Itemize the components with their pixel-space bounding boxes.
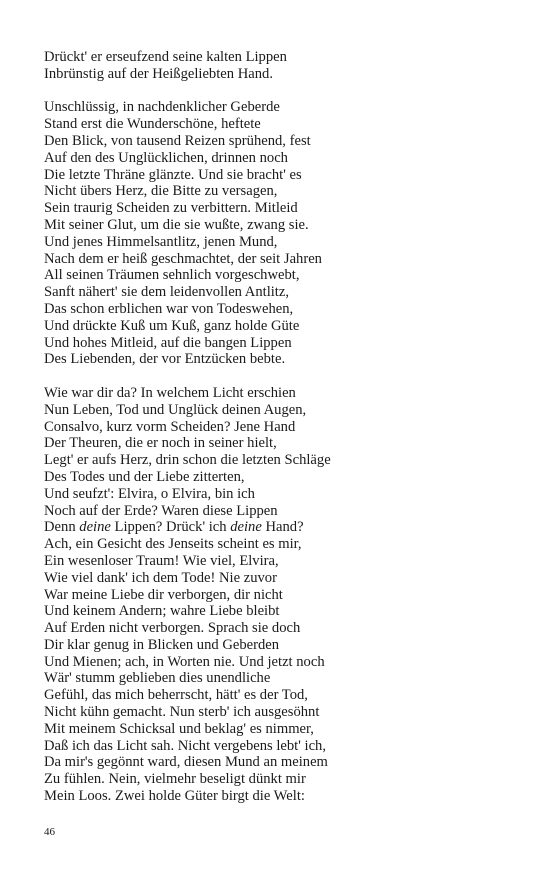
poem-line: Dir klar genug in Blicken und Geberden: [44, 636, 280, 653]
poem-line: Nach dem er heiß geschmachtet, der seit Jahren: [44, 250, 322, 267]
poem-line: Auf Erden nicht verborgen. Sprach sie doch: [44, 620, 301, 637]
poem-line: [44, 519, 514, 536]
poem-line: Ein wesenloser Traum! Wie viel, Elvira,: [44, 552, 279, 569]
poem-line: Sanft nähert' sie dem leidenvollen Antlitz,: [44, 284, 289, 301]
poem-line: Drückt' er erseufzend seine kalten Lippen: [44, 49, 287, 65]
poem-line: Wär' stumm geblieben dies unendliche: [44, 670, 271, 687]
poem-line: Den Blick, von tausend Reizen sprühend, fest: [44, 132, 311, 149]
poem-line: All seinen Träumen sehnlich vorgeschwebt,: [44, 267, 300, 284]
poem-text: [44, 49, 514, 805]
stanza: [44, 99, 514, 368]
poem-line: Und seufzt': Elvira, o Elvira, bin ich: [44, 485, 255, 502]
line-segment: Lippen? Drück' ich: [110, 519, 231, 536]
poem-line: Nicht kühn gemacht. Nun sterb' ich ausgesöhnt: [44, 704, 320, 721]
italic-word: deine: [79, 519, 111, 536]
poem-line: Wie war dir da? In welchem Licht erschien: [44, 384, 296, 401]
poem-line: Das schon erblichen war von Todeswehen,: [44, 300, 294, 317]
poem-line: Daß ich das Licht sah. Nicht vergebens lebt' ich,: [44, 737, 326, 754]
stanza: [44, 385, 514, 805]
poem-line: Zu fühlen. Nein, vielmehr beseligt dünkt mir: [44, 771, 306, 788]
poem-line: Wie viel dank' ich dem Tode! Nie zuvor: [44, 569, 277, 586]
poem-line: Noch auf der Erde? Waren diese Lippen: [44, 502, 278, 519]
poem-line: Und hohes Mitleid, auf die bangen Lippen: [44, 334, 292, 351]
stanza: [44, 49, 514, 83]
poem-line: Inbrünstig auf der Heißgeliebten Hand.: [44, 65, 273, 82]
poem-line: Mit seiner Glut, um die sie wußte, zwang sie.: [44, 216, 309, 233]
poem-line: Consalvo, kurz vorm Scheiden? Jene Hand: [44, 418, 296, 435]
poem-line: Die letzte Thräne glänzte. Und sie bracht' es: [44, 166, 302, 183]
line-segment: Denn: [44, 519, 80, 536]
page-number: 46: [44, 826, 55, 838]
poem-line: Des Liebenden, der vor Entzücken bebte.: [44, 351, 286, 368]
poem-line: Sein traurig Scheiden zu verbittern. Mitleid: [44, 200, 298, 217]
poem-line: Da mir's gegönnt ward, diesen Mund an meinem: [44, 754, 328, 771]
poem-line: Und Mienen; ach, in Worten nie. Und jetzt noch: [44, 653, 325, 670]
poem-line: Ach, ein Gesicht des Jenseits scheint es mir,: [44, 536, 302, 553]
poem-line: Des Todes und der Liebe zitterten,: [44, 468, 245, 485]
poem-line: Und jenes Himmelsantlitz, jenen Mund,: [44, 233, 278, 250]
poem-line: Auf den des Unglücklichen, drinnen noch: [44, 149, 288, 166]
poem-line: Nicht übers Herz, die Bitte zu versagen,: [44, 183, 278, 200]
poem-line: Der Theuren, die er noch in seiner hielt,: [44, 435, 277, 452]
poem-line: Nun Leben, Tod und Unglück deinen Augen,: [44, 401, 307, 418]
poem-line: Mein Loos. Zwei holde Güter birgt die Welt:: [44, 788, 305, 805]
italic-word: deine: [230, 519, 262, 536]
poem-line: Gefühl, das mich beherrscht, hätt' es der Tod,: [44, 687, 308, 704]
poem-line: Stand erst die Wunderschöne, heftete: [44, 116, 261, 133]
line-segment: Hand?: [261, 519, 304, 536]
poem-line: Legt' er aufs Herz, drin schon die letzten Schläge: [44, 452, 331, 469]
poem-line: War meine Liebe dir verborgen, dir nicht: [44, 586, 283, 603]
poem-line: Und drückte Kuß um Kuß, ganz holde Güte: [44, 317, 300, 334]
poem-line: Unschlüssig, in nachdenklicher Geberde: [44, 99, 280, 116]
poem-line: Mit meinem Schicksal und beklag' es nimmer,: [44, 720, 314, 737]
poem-line: Und keinem Andern; wahre Liebe bleibt: [44, 603, 280, 620]
